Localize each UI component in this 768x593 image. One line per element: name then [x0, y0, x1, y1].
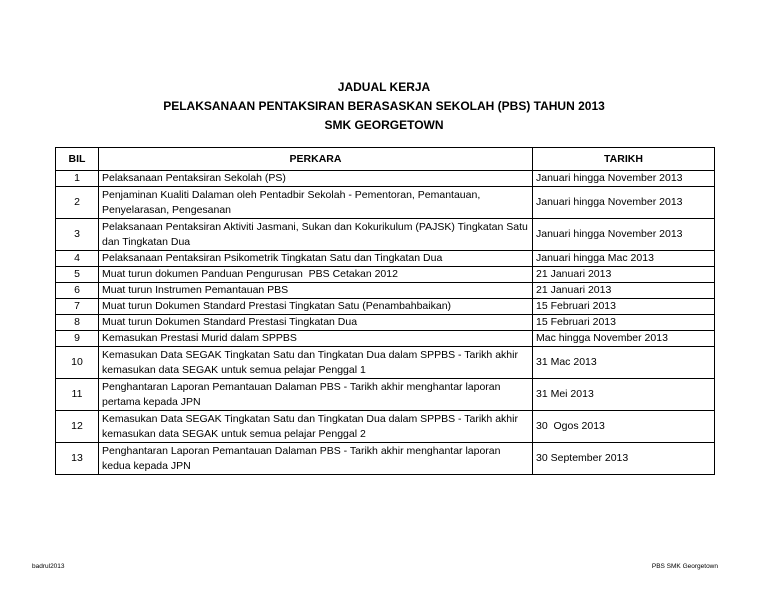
cell-tarikh: 30 Ogos 2013	[533, 411, 715, 443]
cell-bil: 9	[56, 331, 99, 347]
cell-bil: 1	[56, 171, 99, 187]
table-row	[56, 251, 715, 267]
cell-tarikh: Januari hingga November 2013	[533, 219, 715, 251]
cell-tarikh: Januari hingga Mac 2013	[533, 251, 715, 267]
cell-perkara: Kemasukan Data SEGAK Tingkatan Satu dan Tingkatan Dua dalam SPPBS - Tarikh akhir kemasukan data SEGAK untuk semua pelajar Penggal 1	[99, 347, 533, 379]
cell-tarikh: 15 Februari 2013	[533, 299, 715, 315]
cell-tarikh: 21 Januari 2013	[533, 283, 715, 299]
cell-perkara: Penghantaran Laporan Pemantauan Dalaman PBS - Tarikh akhir menghantar laporan pertama kepada JPN	[99, 379, 533, 411]
table-row	[56, 347, 715, 379]
footer-school: PBS SMK Georgetown	[651, 563, 718, 570]
cell-bil: 6	[56, 283, 99, 299]
schedule-table	[55, 147, 715, 475]
title-line-1: JADUAL KERJA	[337, 80, 431, 94]
cell-perkara: Pelaksanaan Pentaksiran Aktiviti Jasmani, Sukan dan Kokurikulum (PAJSK) Tingkatan Satu dan Tingkatan Dua	[99, 219, 533, 251]
cell-perkara: Pelaksanaan Pentaksiran Psikometrik Tingkatan Satu dan Tingkatan Dua	[99, 251, 533, 267]
cell-bil: 5	[56, 267, 99, 283]
column-header-tarikh: TARIKH	[533, 148, 715, 171]
cell-bil: 10	[56, 347, 99, 379]
cell-tarikh: 15 Februari 2013	[533, 315, 715, 331]
column-header-bil: BIL	[56, 148, 99, 171]
title-line-2: PELAKSANAAN PENTAKSIRAN BERASASKAN SEKOLAH (PBS) TAHUN 2013	[163, 99, 605, 113]
column-header-perkara: PERKARA	[99, 148, 533, 171]
cell-tarikh: 30 September 2013	[533, 443, 715, 475]
table-row	[56, 283, 715, 299]
cell-perkara: Penghantaran Laporan Pemantauan Dalaman PBS - Tarikh akhir menghantar laporan kedua kepada JPN	[99, 443, 533, 475]
table-row	[56, 331, 715, 347]
cell-tarikh: 31 Mac 2013	[533, 347, 715, 379]
cell-perkara: Muat turun dokumen Panduan Pengurusan PBS Cetakan 2012	[99, 267, 533, 283]
cell-bil: 7	[56, 299, 99, 315]
cell-bil: 4	[56, 251, 99, 267]
cell-bil: 3	[56, 219, 99, 251]
cell-bil: 11	[56, 379, 99, 411]
cell-perkara: Kemasukan Data SEGAK Tingkatan Satu dan Tingkatan Dua dalam SPPBS - Tarikh akhir kemasukan data SEGAK untuk semua pelajar Penggal 2	[99, 411, 533, 443]
table-row	[56, 171, 715, 187]
table-row	[56, 219, 715, 251]
cell-bil: 12	[56, 411, 99, 443]
table-row	[56, 267, 715, 283]
cell-bil: 8	[56, 315, 99, 331]
document-title-block	[0, 78, 768, 135]
table-header-row	[56, 148, 715, 171]
table-row	[56, 315, 715, 331]
table-row	[56, 443, 715, 475]
cell-perkara: Kemasukan Prestasi Murid dalam SPPBS	[99, 331, 533, 347]
cell-bil: 13	[56, 443, 99, 475]
cell-tarikh: Januari hingga November 2013	[533, 187, 715, 219]
cell-perkara: Penjaminan Kualiti Dalaman oleh Pentadbir Sekolah - Pementoran, Pemantauan, Penyelarasan, Pengesanan	[99, 187, 533, 219]
cell-perkara: Muat turun Instrumen Pemantauan PBS	[99, 283, 533, 299]
cell-tarikh: Mac hingga November 2013	[533, 331, 715, 347]
table-row	[56, 187, 715, 219]
cell-perkara: Muat turun Dokumen Standard Prestasi Tingkatan Satu (Penambahbaikan)	[99, 299, 533, 315]
table-row	[56, 379, 715, 411]
cell-perkara: Muat turun Dokumen Standard Prestasi Tingkatan Dua	[99, 315, 533, 331]
table-row	[56, 411, 715, 443]
cell-tarikh: 21 Januari 2013	[533, 267, 715, 283]
table-row	[56, 299, 715, 315]
cell-tarikh: Januari hingga November 2013	[533, 171, 715, 187]
cell-tarikh: 31 Mei 2013	[533, 379, 715, 411]
cell-perkara: Pelaksanaan Pentaksiran Sekolah (PS)	[99, 171, 533, 187]
cell-bil: 2	[56, 187, 99, 219]
title-line-3: SMK GEORGETOWN	[324, 118, 444, 132]
footer-author: badrul2013	[32, 563, 65, 570]
